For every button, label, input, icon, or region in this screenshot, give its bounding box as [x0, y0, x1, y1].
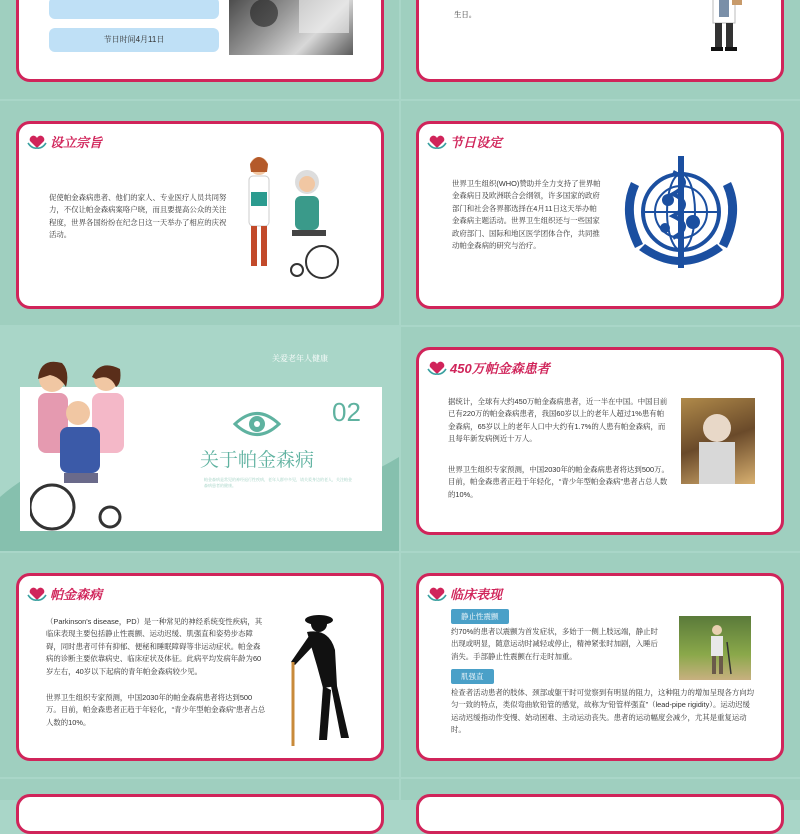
heart-hands-icon	[27, 135, 47, 149]
section-title	[427, 584, 502, 603]
slide-card-patients	[416, 347, 784, 535]
slide-card-clinical	[416, 573, 784, 761]
section-title	[27, 584, 102, 603]
section-title	[427, 358, 550, 377]
origin-text-head	[454, 0, 684, 1]
section-slide	[0, 327, 399, 551]
photo-illustration	[229, 0, 353, 55]
section-small-text: 帕金森病是常见的神经退行性疾病，老年人群中多见，请关爱身边的老人，关注帕金森病患者的健康。	[204, 477, 352, 488]
slide-card-next	[416, 794, 784, 834]
slide-card-origin	[416, 0, 784, 82]
heart-hands-icon	[427, 587, 447, 601]
purpose-title: 设立宗旨	[50, 135, 103, 150]
pill-blank	[49, 0, 219, 19]
patients-body-1: 据统计，全球有大约450万帕金森病患者，近一半在中国。中国目前已有220万的帕金森病患者，我国60岁以上的老年人超过1%患有帕金森病，65岁以上的老年人口中大约有1.7%的人患有帕金森病，而且每年新发病例近十万人。	[448, 397, 668, 444]
doctor-illustration	[699, 0, 749, 63]
slide-card-festival	[416, 121, 784, 309]
nurse-wheelchair-illustration	[237, 152, 347, 282]
clinical-title: 临床表现	[450, 587, 503, 602]
festival-title: 节日设定	[450, 135, 503, 150]
tremor-text: 约70%的患者以震颤为首发症状，多始于一侧上肢远端，静止时出现或明显，随意运动时减轻或停止，精神紧张时加剧，入睡后消失。手部静止性震颤在行走时加重。	[451, 627, 658, 661]
section-subtitle: 关爱老年人健康	[272, 354, 328, 363]
patients-title: 450万帕金森患者	[450, 361, 550, 376]
section-number: 02	[332, 397, 361, 427]
elderly-man-photo	[681, 398, 755, 484]
slide-card-disease	[16, 573, 384, 761]
slide-card-purpose	[16, 121, 384, 309]
date-pill: 节日时间4月11日	[49, 28, 219, 52]
photo-illustration	[681, 398, 755, 484]
eye-icon	[232, 407, 282, 441]
heart-hands-icon	[27, 587, 47, 601]
section-title	[27, 132, 102, 151]
elderly-silhouette	[283, 610, 359, 750]
disease-title: 帕金森病	[50, 587, 103, 602]
photo-illustration	[679, 616, 751, 680]
symptom-tag-rigidity: 肌强直	[451, 669, 494, 684]
disease-body-1: （Parkinson's disease，PD）是一种常见的神经系统变性疾病，其临床表现主要包括静止性震颤、运动迟缓、肌强直和姿势步态障碍，同时患者可伴有抑郁、便秘和睡眠障碍等非运动症状。帕金森病的诊断主要依靠病史、临床症状及体征。此病平均发病年龄为60岁左右，40岁以下起病的青年帕金森病较少见。	[46, 617, 263, 676]
patients-body-2: 世界卫生组织专家预测，中国2030年的帕金森病患者将达到500万。目前，帕金森患者正趋于年轻化，“青少年型帕金森病”患者占总人数的10%。	[448, 465, 669, 499]
slide-card-next	[16, 794, 384, 834]
origin-text: 生日。	[454, 10, 477, 19]
heart-hands-icon	[427, 135, 447, 149]
elderly-photo	[229, 0, 353, 55]
rigidity-text: 检查者活动患者的肢体、颈部或躯干时可觉察到有明显的阻力，这种阻力的增加呈现各方向均匀一致的特点，类似弯曲软铅管的感觉，故称为“铅管样强直”（lead-pipe rigidity）。运动迟缓运动迟缓指动作变慢、始动困难、主动运动丧失。患者的运动幅度会减少，尤其是重复运动时。	[451, 688, 755, 735]
who-logo	[613, 152, 749, 280]
disease-body-2: 世界卫生组织专家预测，中国2030年的帕金森病患者将达到500万。目前，帕金森患者正趋于年轻化，“青少年型帕金森病”患者占总人数的10%。	[46, 693, 266, 727]
symptom-tag-tremor: 静止性震颤	[451, 609, 509, 624]
section-heading: 关于帕金森病	[200, 450, 315, 471]
family-wheelchair-illustration	[30, 357, 150, 537]
slide-card-schedule	[16, 0, 384, 82]
festival-body: 世界卫生组织(WHO)赞助并全力支持了世界帕金森病日及欧洲联合会纲领，许多国家的政府部门和社会各界都选择在4月11日这天举办帕金森病主题活动。世界卫生组织还与一些国家政府部门、国际和地区医学团体合作，共同推动帕金森病的研究与治疗。	[452, 179, 601, 251]
purpose-body: 促使帕金森病患者、他们的家人、专业医疗人员共同努力，不仅让帕金森病案咯户晓，而且要提高公众的关注程度，世界各国纷纷在纪念日这一天举办了相应的庆祝活动。	[49, 193, 227, 240]
elderly-walking-photo	[679, 616, 751, 680]
section-title	[427, 132, 502, 151]
heart-hands-icon	[427, 361, 447, 375]
